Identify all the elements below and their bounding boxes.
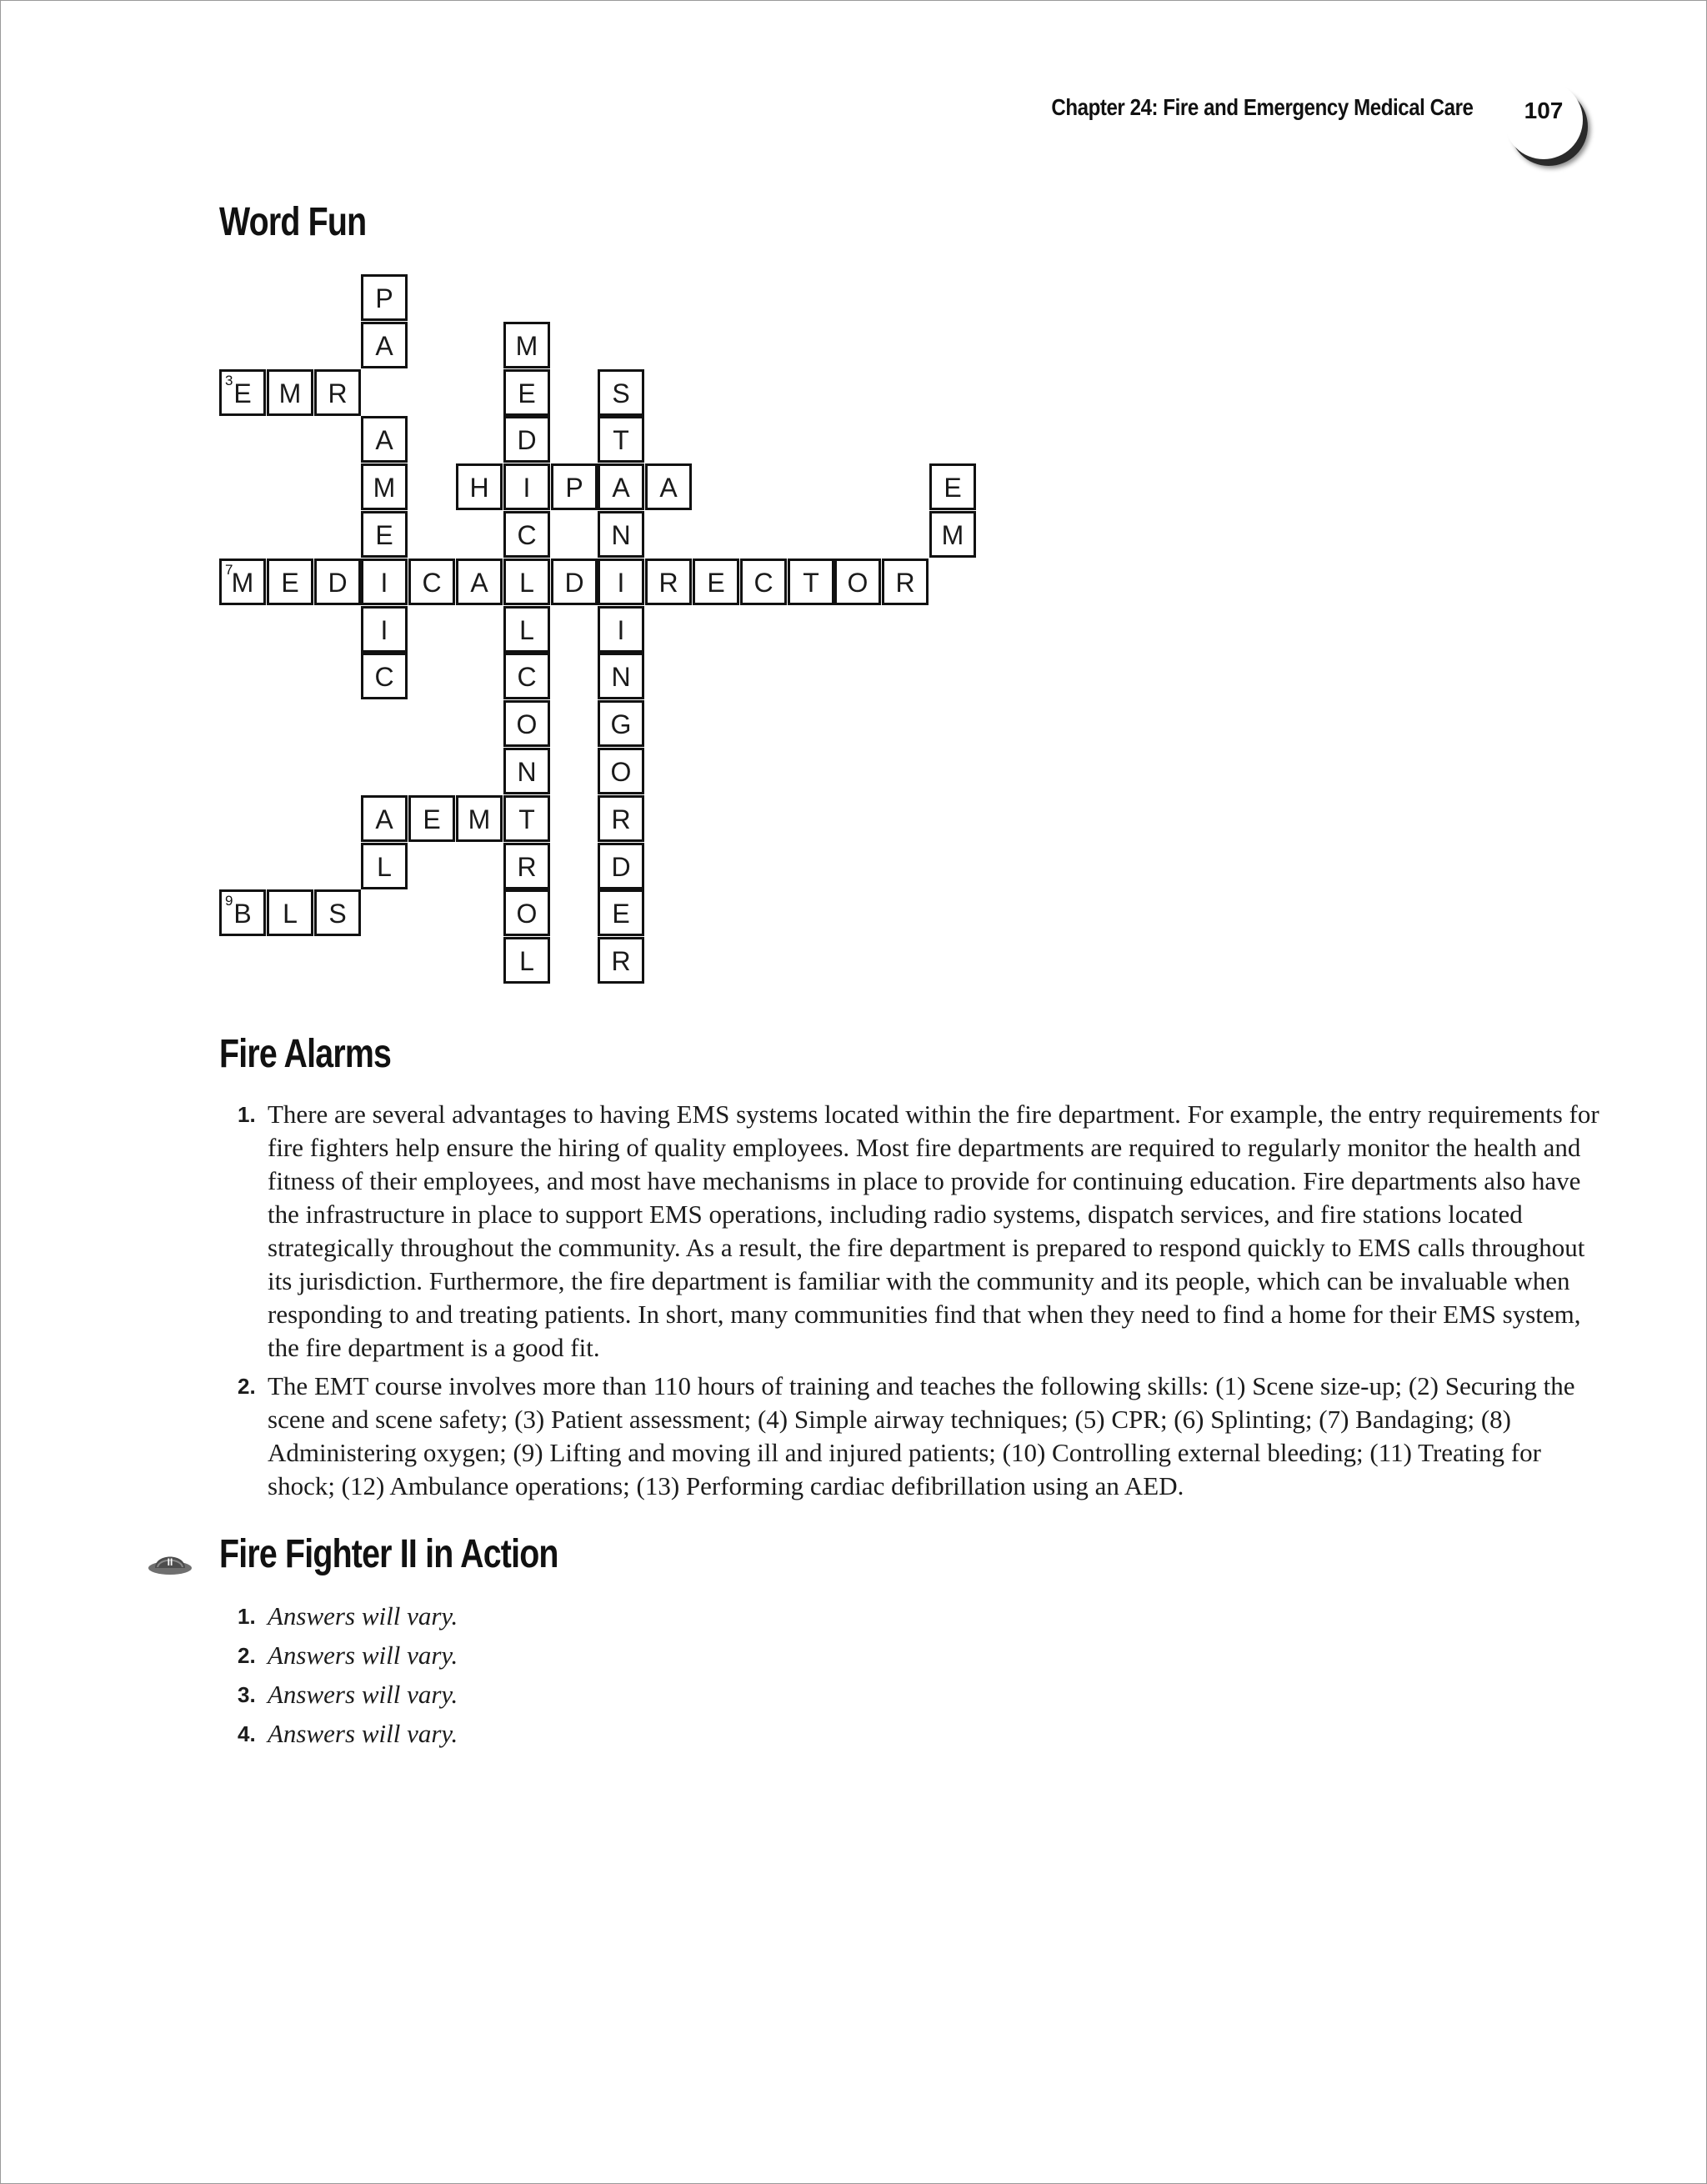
crossword-letter: O	[610, 757, 632, 787]
crossword-cell	[314, 889, 361, 936]
crossword-cell	[267, 559, 313, 605]
crossword-letter: A	[612, 473, 630, 503]
crossword-letter: G	[610, 709, 632, 739]
fire-helmet-icon	[148, 1545, 193, 1578]
crossword-letter: D	[564, 568, 584, 598]
crossword-letter: E	[423, 804, 441, 834]
crossword-letter: P	[375, 283, 393, 313]
item-number: 2.	[238, 1643, 256, 1668]
crossword-letter: E	[233, 378, 252, 408]
crossword-cell	[598, 511, 644, 558]
crossword-cell	[503, 653, 550, 699]
crossword-cell	[361, 795, 408, 842]
crossword-cell	[361, 653, 408, 699]
item-text: The EMT course involves more than 110 hours of training and teaches the following skills: (1) Scene size-up; (2) Securing the scene and scene safety; (3) Patient assessment; (4) Simple airway techniques; (5) CPR; (6) Splinting; (7) Bandaging; (8) Administering oxygen; (9) Lifting and moving ill and injured patients; (10) Controlling external bleeding; (11) Treating for shock; (12) Ambulance operations; (13) Performing cardiac defibrillation using an AED.	[268, 1371, 1575, 1500]
crossword-letter: N	[517, 757, 537, 787]
crossword-letter: R	[895, 568, 915, 598]
crossword-cell	[361, 322, 408, 368]
crossword-grid	[219, 274, 964, 984]
list-item	[238, 1639, 1613, 1672]
crossword-letter: A	[375, 331, 393, 361]
page-number-badge	[1504, 81, 1583, 159]
crossword-letter: H	[469, 473, 489, 503]
crossword-letter: O	[847, 568, 869, 598]
crossword-letter: M	[515, 331, 538, 361]
crossword-cell	[598, 795, 644, 842]
ff2-in-action-list	[238, 1600, 1613, 1756]
crossword-cell	[882, 559, 929, 605]
crossword-letter: P	[565, 473, 583, 503]
crossword-cell	[929, 463, 976, 510]
page-number: 107	[1524, 98, 1564, 123]
crossword-cell	[503, 606, 550, 653]
crossword-letter: R	[517, 852, 537, 882]
list-item	[238, 1098, 1613, 1365]
crossword-cell	[267, 889, 313, 936]
clue-number: 7	[225, 562, 233, 578]
crossword-letter: L	[377, 852, 392, 882]
running-header: Chapter 24: Fire and Emergency Medical Care	[1050, 94, 1473, 120]
crossword-cell	[598, 559, 644, 605]
crossword-cell	[503, 700, 550, 747]
crossword-letter: L	[283, 899, 298, 929]
crossword-cell	[598, 748, 644, 794]
item-text: Answers will vary.	[268, 1601, 458, 1630]
crossword-cell	[503, 416, 550, 463]
crossword-letter: M	[468, 804, 491, 834]
crossword-letter: I	[380, 568, 388, 598]
crossword-letter: L	[519, 946, 534, 976]
crossword-letter: C	[517, 662, 537, 692]
item-number: 1.	[238, 1604, 256, 1629]
crossword-letter: E	[944, 473, 962, 503]
item-number: 2.	[238, 1374, 256, 1399]
crossword-cell	[314, 369, 361, 416]
crossword-letter: S	[328, 899, 347, 929]
crossword-cell	[361, 274, 408, 321]
crossword-cell	[408, 795, 455, 842]
crossword-cell	[645, 559, 692, 605]
crossword-cell	[551, 463, 598, 510]
crossword-cell	[408, 559, 455, 605]
crossword-cell	[219, 369, 266, 416]
crossword-letter: N	[611, 520, 631, 550]
item-number: 1.	[238, 1102, 256, 1127]
fire-alarms-list	[238, 1098, 1613, 1508]
list-item	[238, 1717, 1613, 1751]
crossword-letter: D	[611, 852, 631, 882]
crossword-letter: O	[516, 899, 538, 929]
crossword-cell	[598, 369, 644, 416]
crossword-letter: A	[470, 568, 488, 598]
list-item	[238, 1678, 1613, 1711]
crossword-letter: L	[519, 615, 534, 645]
crossword-cell	[834, 559, 881, 605]
crossword-letter: M	[373, 473, 396, 503]
helmet-label: II	[167, 1556, 173, 1568]
crossword-cell	[598, 937, 644, 984]
crossword-letter: C	[374, 662, 394, 692]
list-item	[238, 1600, 1613, 1633]
crossword-letter: C	[422, 568, 442, 598]
crossword-cell	[503, 795, 550, 842]
crossword-cell	[929, 511, 976, 558]
crossword-letter: M	[231, 568, 254, 598]
crossword-cell	[503, 843, 550, 889]
crossword-letter: D	[328, 568, 348, 598]
fire-alarms-title: Fire Alarms	[219, 1032, 392, 1076]
crossword-letter: E	[281, 568, 299, 598]
item-number: 3.	[238, 1682, 256, 1707]
crossword-letter: R	[658, 568, 678, 598]
crossword-letter: T	[803, 568, 819, 598]
crossword-letter: A	[659, 473, 678, 503]
crossword-cell	[361, 559, 408, 605]
crossword-letter: C	[517, 520, 537, 550]
crossword-letter: I	[380, 615, 388, 645]
crossword-letter: N	[611, 662, 631, 692]
crossword-cell	[456, 795, 503, 842]
crossword-letter: I	[617, 568, 625, 598]
crossword-letter: D	[517, 425, 537, 455]
clue-number: 9	[225, 893, 233, 909]
crossword-letter: B	[233, 899, 252, 929]
crossword-letter: M	[941, 520, 964, 550]
crossword-cell	[598, 889, 644, 936]
crossword-cell	[551, 559, 598, 605]
crossword-cell	[503, 463, 550, 510]
crossword-cell	[361, 416, 408, 463]
crossword-cell	[456, 463, 503, 510]
crossword-cell	[598, 700, 644, 747]
crossword-cell	[361, 511, 408, 558]
crossword-letter: M	[278, 378, 302, 408]
crossword-letter: I	[617, 615, 625, 645]
crossword-cell	[503, 559, 550, 605]
list-item	[238, 1370, 1613, 1503]
crossword-letter: R	[328, 378, 348, 408]
crossword-cell	[788, 559, 834, 605]
crossword-cell	[503, 369, 550, 416]
crossword-cell	[598, 416, 644, 463]
crossword-letter: E	[375, 520, 393, 550]
item-number: 4.	[238, 1721, 256, 1746]
item-text: Answers will vary.	[268, 1641, 458, 1670]
crossword-letter: I	[523, 473, 531, 503]
crossword-letter: E	[707, 568, 725, 598]
crossword-letter: R	[611, 946, 631, 976]
crossword-cell	[598, 843, 644, 889]
ff2-in-action-title: Fire Fighter II in Action	[219, 1532, 558, 1576]
crossword-letter: T	[613, 425, 629, 455]
crossword-cell	[693, 559, 739, 605]
crossword-letter: A	[375, 425, 393, 455]
crossword-letter: R	[611, 804, 631, 834]
crossword-letter: L	[519, 568, 534, 598]
word-fun-title: Word Fun	[219, 200, 367, 244]
crossword-cell	[456, 559, 503, 605]
crossword-cell	[219, 889, 266, 936]
crossword-letter: S	[612, 378, 630, 408]
clue-number: 3	[225, 373, 233, 388]
crossword-cell	[361, 606, 408, 653]
crossword-letter: C	[753, 568, 773, 598]
crossword-cell	[503, 889, 550, 936]
crossword-letter: O	[516, 709, 538, 739]
crossword-cell	[314, 559, 361, 605]
crossword-letter: E	[518, 378, 536, 408]
crossword-cell	[598, 606, 644, 653]
crossword-cell	[598, 653, 644, 699]
crossword-cell	[503, 748, 550, 794]
crossword-letter: E	[612, 899, 630, 929]
item-text: Answers will vary.	[268, 1719, 458, 1748]
crossword-cell	[267, 369, 313, 416]
crossword-cell	[361, 463, 408, 510]
crossword-cell	[503, 511, 550, 558]
crossword-letter: T	[518, 804, 535, 834]
crossword-cell	[740, 559, 787, 605]
crossword-letter: A	[375, 804, 393, 834]
item-text: There are several advantages to having EMS systems located within the fire department. For example, the entry requirements for fire fighters help ensure the hiring of quality employees. Most fire departments are required to regularly monitor the health and fitness of their employees, and most have mechanisms in place to provide for continuing education. Fire departments also have the infrastructure in place to support EMS operations, including radio systems, dispatch services, and fire stations located strategically throughout the community. As a result, the fire department is prepared to respond quickly to EMS calls throughout its jurisdiction. Furthermore, the fire department is familiar with the community and its people, which can be invaluable when responding to and treating patients. In short, many communities find that when they need to find a home for their EMS system, the fire department is a good fit.	[268, 1100, 1599, 1362]
crossword-cell	[503, 937, 550, 984]
crossword-cell	[361, 843, 408, 889]
crossword-cell	[219, 559, 266, 605]
crossword-cell	[645, 463, 692, 510]
crossword-cell	[598, 463, 644, 510]
item-text: Answers will vary.	[268, 1680, 458, 1709]
crossword-cell	[503, 322, 550, 368]
